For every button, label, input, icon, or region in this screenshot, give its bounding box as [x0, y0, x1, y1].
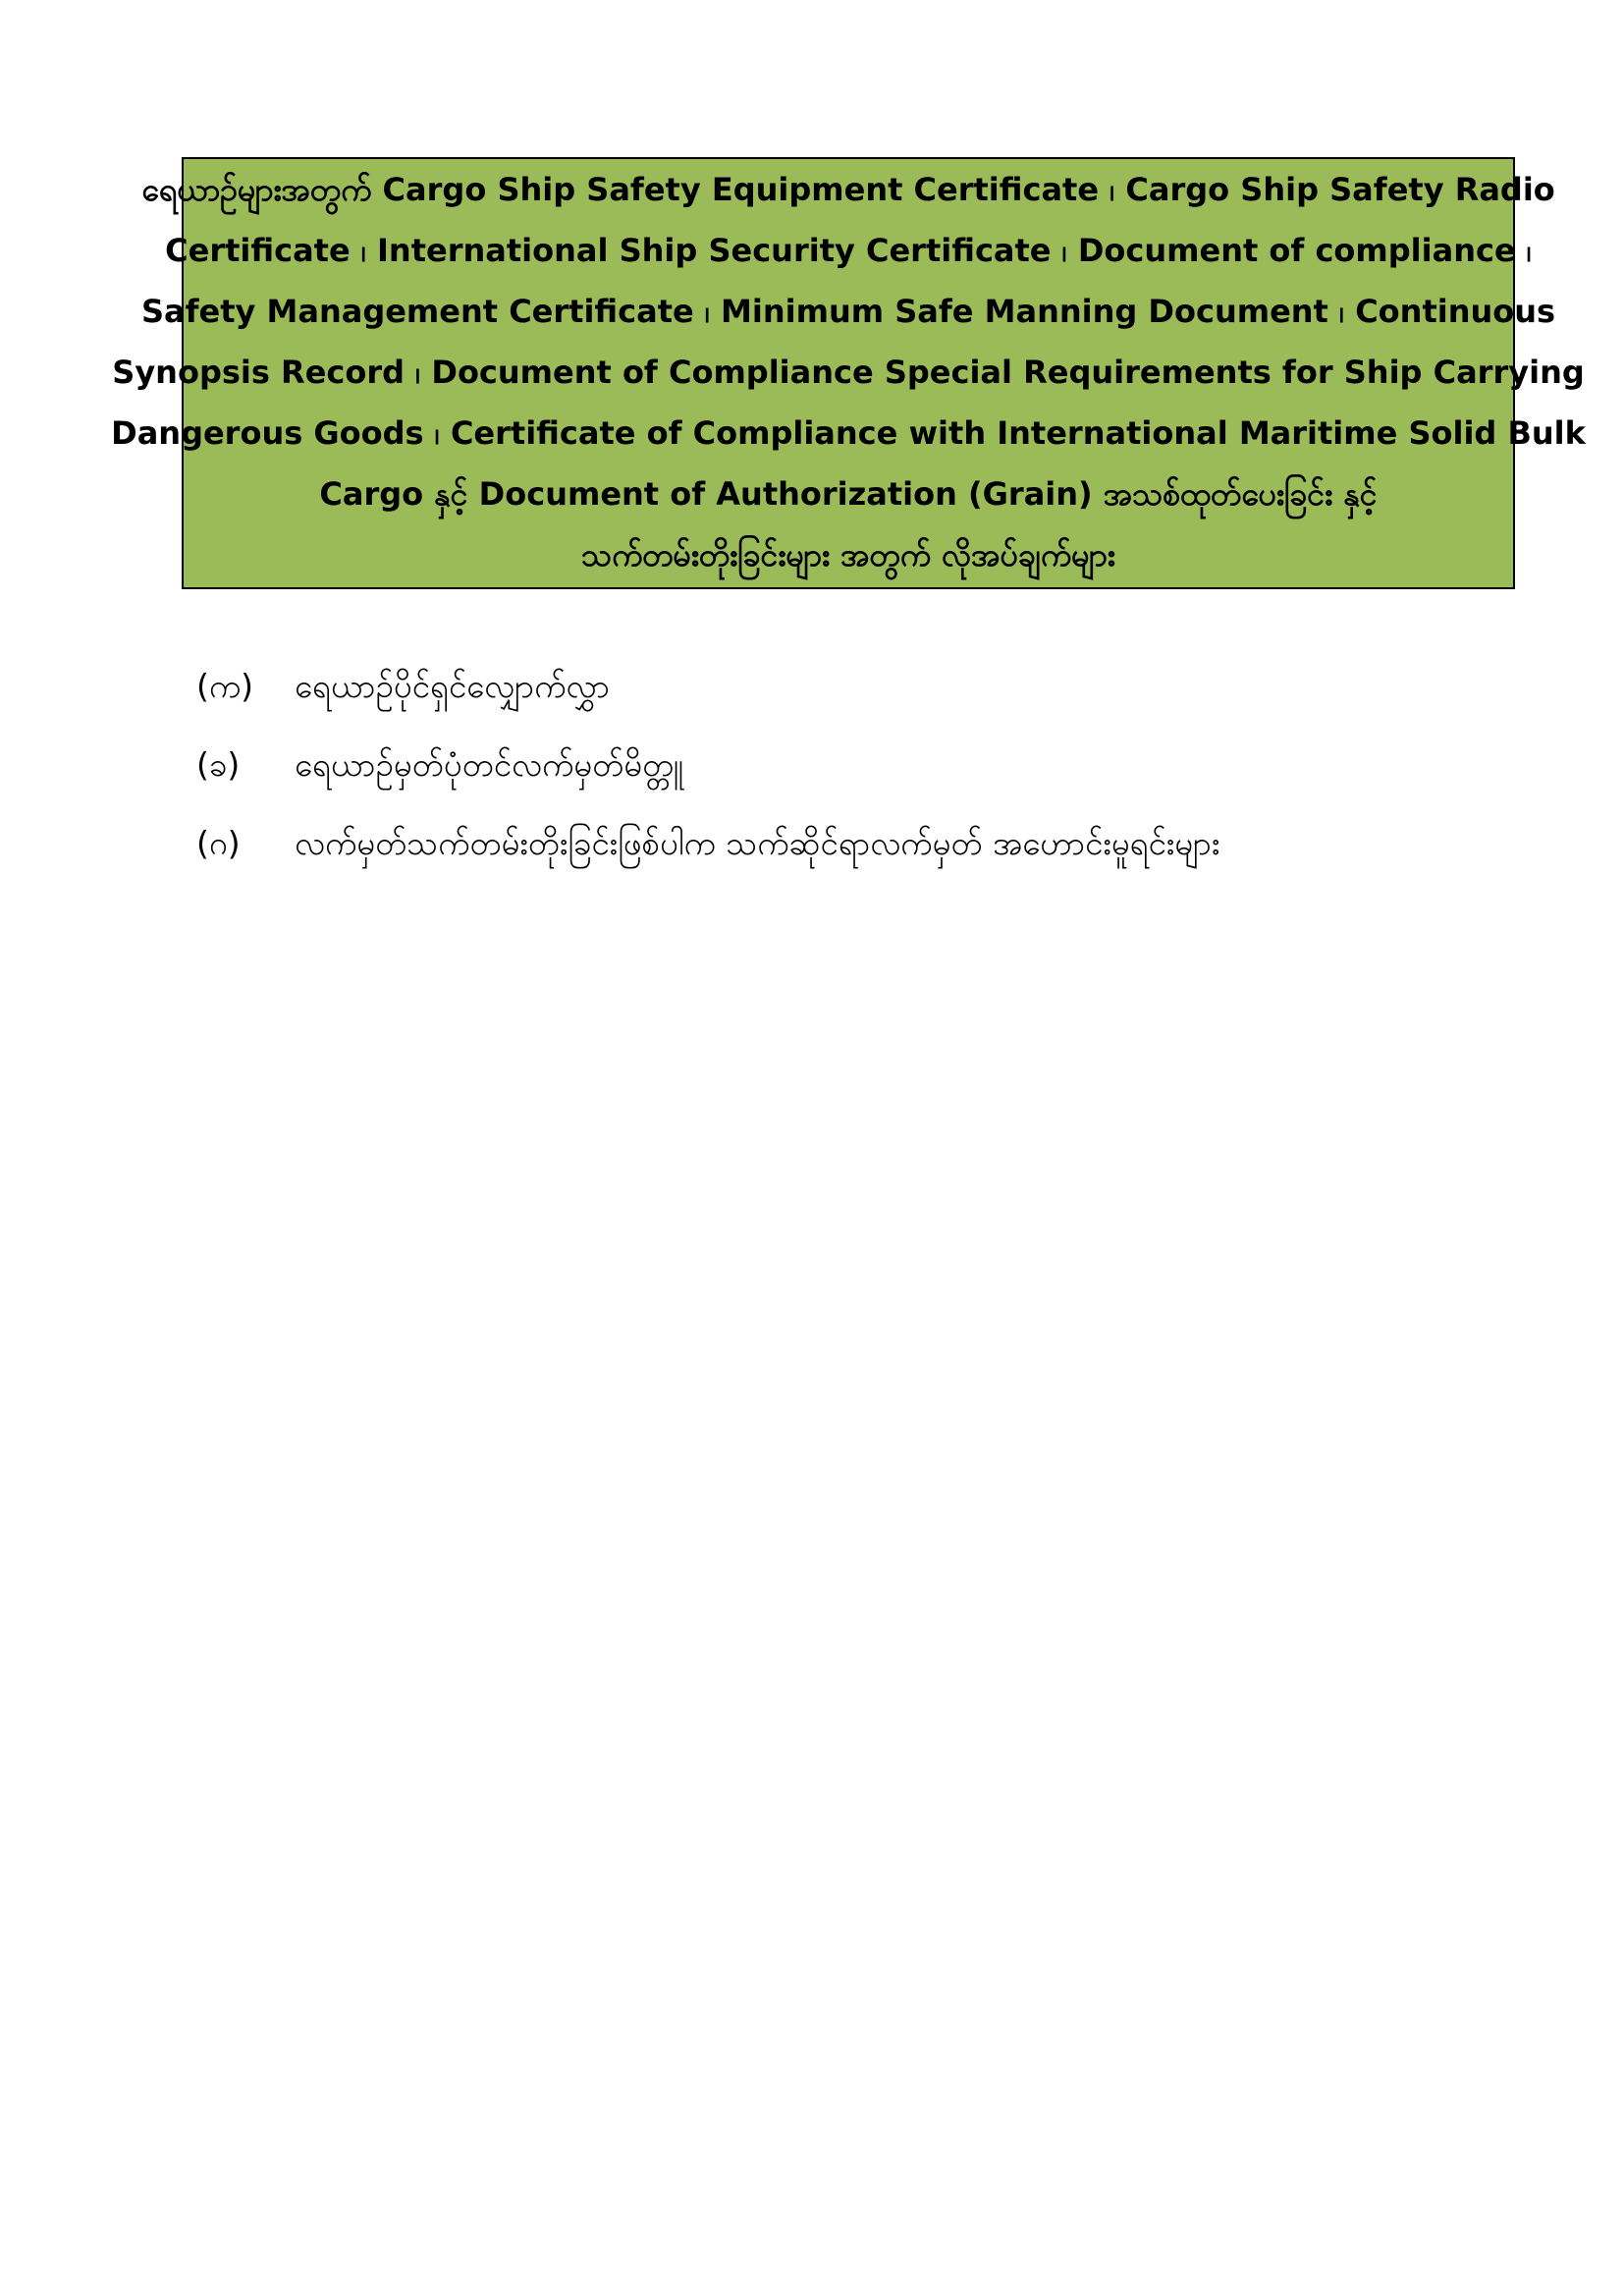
title-line-4: Synopsis Record ၊ Document of Compliance Special Requirements for Ship Carrying — [112, 354, 1585, 391]
list-item-marker: (ခ) — [196, 744, 241, 784]
title-line-5: Dangerous Goods ၊ Certificate of Compliance with International Maritime Solid Bulk — [111, 414, 1586, 452]
list-item — [196, 650, 1512, 729]
list-item-text: ရေယာဉ်ပိုင်ရှင်လျှောက်လွှာ — [295, 666, 610, 705]
list-item-marker: (ဂ) — [196, 823, 241, 862]
title-line-1: ရေယာဉ်များအတွက် Cargo Ship Safety Equipment Certificate ၊ Cargo Ship Safety Radio — [141, 171, 1555, 208]
title-box — [111, 157, 1586, 589]
title-line-2: Certificate ၊ International Ship Security Certificate ၊ Document of compliance ၊ — [165, 232, 1532, 269]
list-item — [196, 729, 1512, 807]
list-item-text: ရေယာဉ်မှတ်ပုံတင်လက်မှတ်မိတ္တူ — [295, 744, 683, 784]
title-line-6: Cargo နှင့် Document of Authorization (Grain) အသစ်ထုတ်ပေးခြင်း နှင့် — [319, 475, 1378, 513]
title-line-7: သက်တမ်းတိုးခြင်းများ အတွက် လိုအပ်ချက်များ — [581, 536, 1115, 574]
requirements-list — [196, 650, 1512, 886]
list-item-text: လက်မှတ်သက်တမ်းတိုးခြင်းဖြစ်ပါက သက်ဆိုင်ရာလက်မှတ် အဟောင်းမူရင်းများ — [295, 823, 1220, 862]
list-item-marker: (က) — [196, 666, 254, 705]
list-item — [196, 807, 1512, 886]
title-line-3: Safety Management Certificate ၊ Minimum Safe Manning Document ၊ Continuous — [140, 293, 1556, 330]
